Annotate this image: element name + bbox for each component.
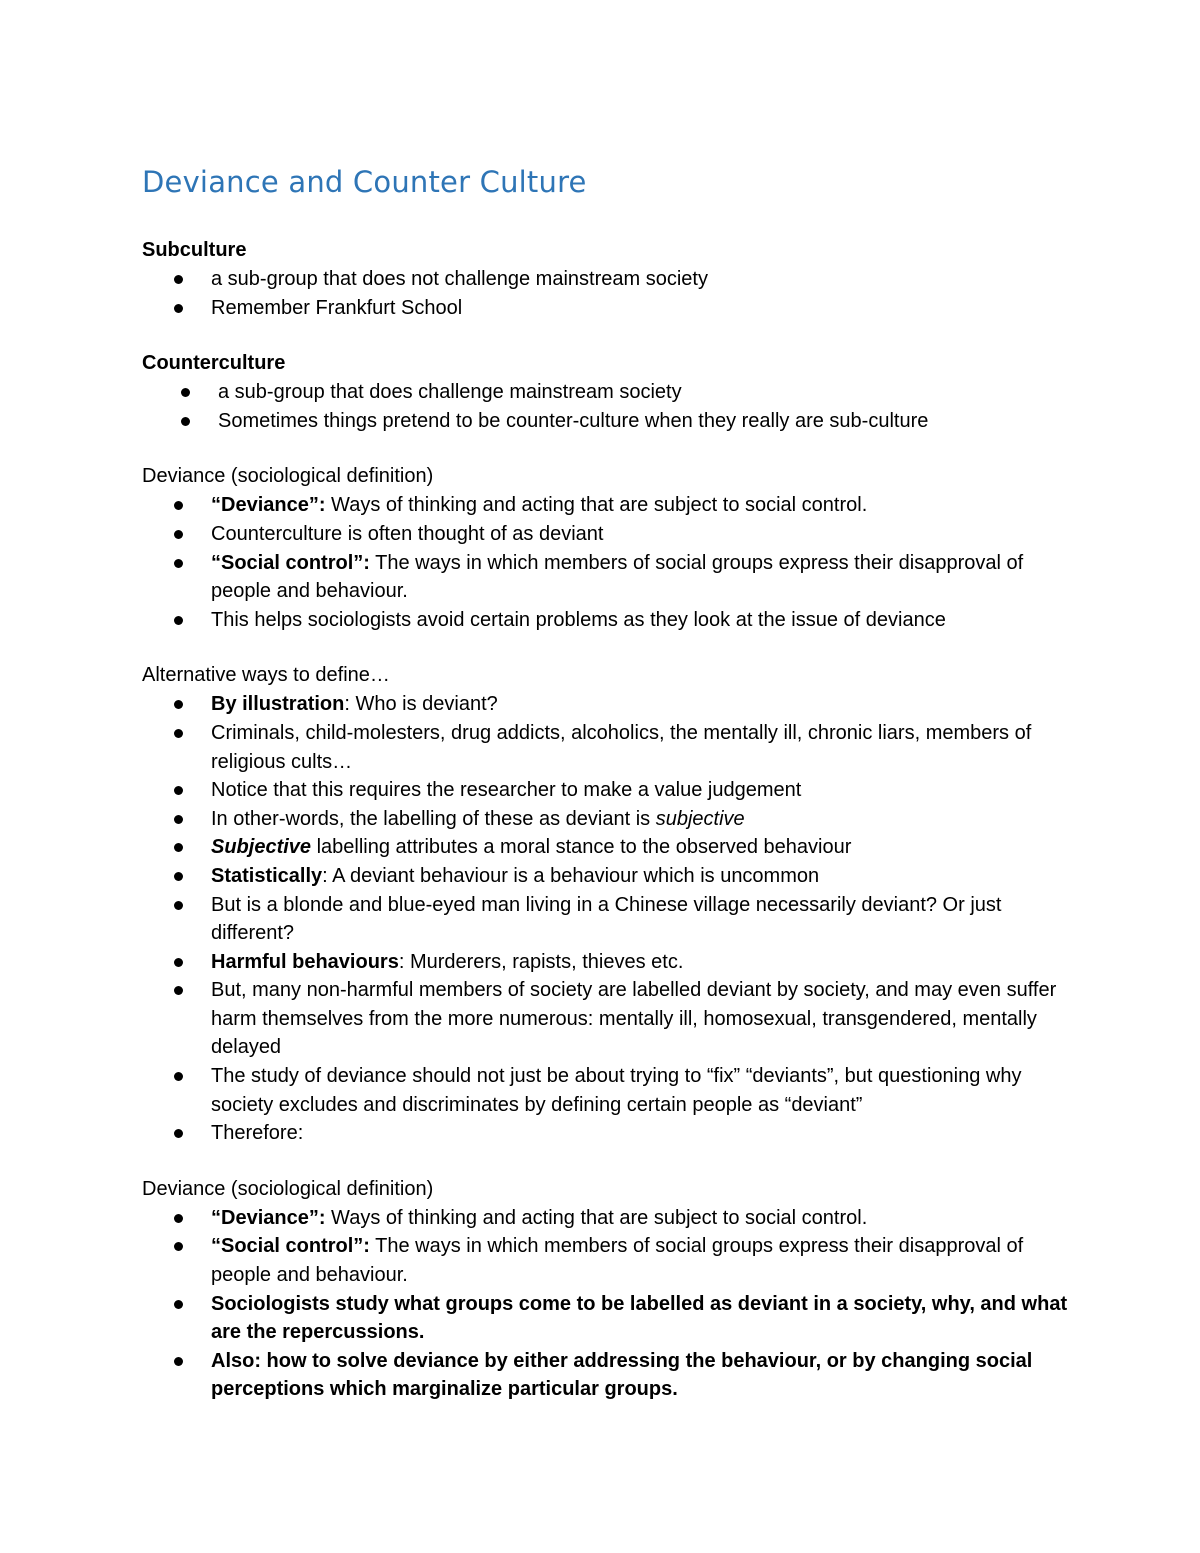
bullet-icon	[174, 786, 183, 795]
document-page	[142, 162, 1082, 1431]
list-item: Statistically: A deviant behaviour is a behaviour which is uncommon	[142, 862, 1082, 891]
list-subculture	[142, 265, 1082, 322]
list-item: In other-words, the labelling of these as deviant is subjective	[142, 805, 1082, 834]
list-item: Sociologists study what groups come to be labelled as deviant in a society, why, and what are the repercussions.	[142, 1290, 1082, 1347]
bullet-icon	[174, 616, 183, 625]
term-subjective: Subjective	[211, 836, 312, 859]
list-item: a sub-group that does challenge mainstream society	[142, 378, 1082, 407]
bullet-icon	[174, 1129, 183, 1138]
bullet-icon	[174, 1300, 183, 1309]
list-deviance-definition-2	[142, 1204, 1082, 1404]
bullet-icon	[174, 530, 183, 539]
list-item: “Deviance”: Ways of thinking and acting that are subject to social control.	[142, 491, 1082, 520]
list-item: Sometimes things pretend to be counter-culture when they really are sub-culture	[142, 407, 1082, 436]
bullet-icon	[174, 1072, 183, 1081]
list-deviance-definition	[142, 491, 1082, 634]
list-item: a sub-group that does not challenge mainstream society	[142, 265, 1082, 294]
list-item: Criminals, child-molesters, drug addicts, alcoholics, the mentally ill, chronic liars, members of religious cults…	[142, 719, 1082, 776]
bullet-icon	[174, 501, 183, 510]
list-item: Notice that this requires the researcher to make a value judgement	[142, 776, 1082, 805]
bullet-icon	[174, 304, 183, 313]
bullet-icon	[181, 417, 190, 426]
bullet-icon	[174, 275, 183, 284]
list-item: Also: how to solve deviance by either addressing the behaviour, or by changing social perceptions which marginalize particular groups.	[142, 1347, 1082, 1404]
list-item: The study of deviance should not just be about trying to “fix” “deviants”, but questioning why society excludes and discriminates by defining certain people as “deviant”	[142, 1062, 1082, 1119]
heading-deviance-definition: Deviance (sociological definition)	[142, 465, 434, 488]
bullet-icon	[174, 843, 183, 852]
heading-deviance-definition-2: Deviance (sociological definition)	[142, 1177, 434, 1200]
list-item: Remember Frankfurt School	[142, 294, 1082, 323]
bullet-icon	[174, 901, 183, 910]
bullet-icon	[174, 700, 183, 709]
term-deviance: “Deviance”:	[211, 1206, 326, 1229]
bullet-icon	[181, 388, 190, 397]
list-item: “Social control”: The ways in which members of social groups express their disapproval of people and behaviour.	[142, 1232, 1082, 1289]
bullet-icon	[174, 815, 183, 824]
bullet-icon	[174, 872, 183, 881]
heading-counterculture: Counterculture	[142, 352, 286, 375]
bullet-icon	[174, 958, 183, 967]
list-item: Therefore:	[142, 1119, 1082, 1148]
list-item: By illustration: Who is deviant?	[142, 690, 1082, 719]
document-title: Deviance and Counter Culture	[142, 165, 587, 199]
bullet-icon	[174, 559, 183, 568]
list-item: Harmful behaviours: Murderers, rapists, thieves etc.	[142, 948, 1082, 977]
list-item: But is a blonde and blue-eyed man living in a Chinese village necessarily deviant? Or just different?	[142, 891, 1082, 948]
heading-subculture: Subculture	[142, 239, 247, 261]
bullet-icon	[174, 1357, 183, 1366]
list-counterculture	[142, 378, 1082, 435]
list-item: “Social control”: The ways in which members of social groups express their disapproval of people and behaviour.	[142, 549, 1082, 606]
list-item: But, many non-harmful members of society are labelled deviant by society, and may even suffer harm themselves from the more numerous: mentally ill, homosexual, transgendered, mentally delayed	[142, 976, 1082, 1062]
bullet-icon	[174, 986, 183, 995]
list-item: Counterculture is often thought of as deviant	[142, 520, 1082, 549]
term-statistically: Statistically	[211, 864, 323, 887]
emphasis-subjective: subjective	[655, 807, 745, 830]
term-by-illustration: By illustration	[211, 693, 345, 716]
term-social-control: “Social control”:	[211, 1235, 370, 1258]
bullet-icon	[174, 729, 183, 738]
list-item: This helps sociologists avoid certain problems as they look at the issue of deviance	[142, 606, 1082, 635]
bullet-icon	[174, 1242, 183, 1251]
bullet-icon	[174, 1214, 183, 1223]
term-social-control: “Social control”:	[211, 551, 370, 574]
list-item: “Deviance”: Ways of thinking and acting that are subject to social control.	[142, 1204, 1082, 1233]
term-deviance: “Deviance”:	[211, 494, 326, 517]
heading-alternative-ways: Alternative ways to define…	[142, 664, 390, 687]
list-item: Subjective labelling attributes a moral stance to the observed behaviour	[142, 833, 1082, 862]
term-harmful-behaviours: Harmful behaviours	[211, 950, 399, 973]
list-alternative-ways	[142, 690, 1082, 1148]
